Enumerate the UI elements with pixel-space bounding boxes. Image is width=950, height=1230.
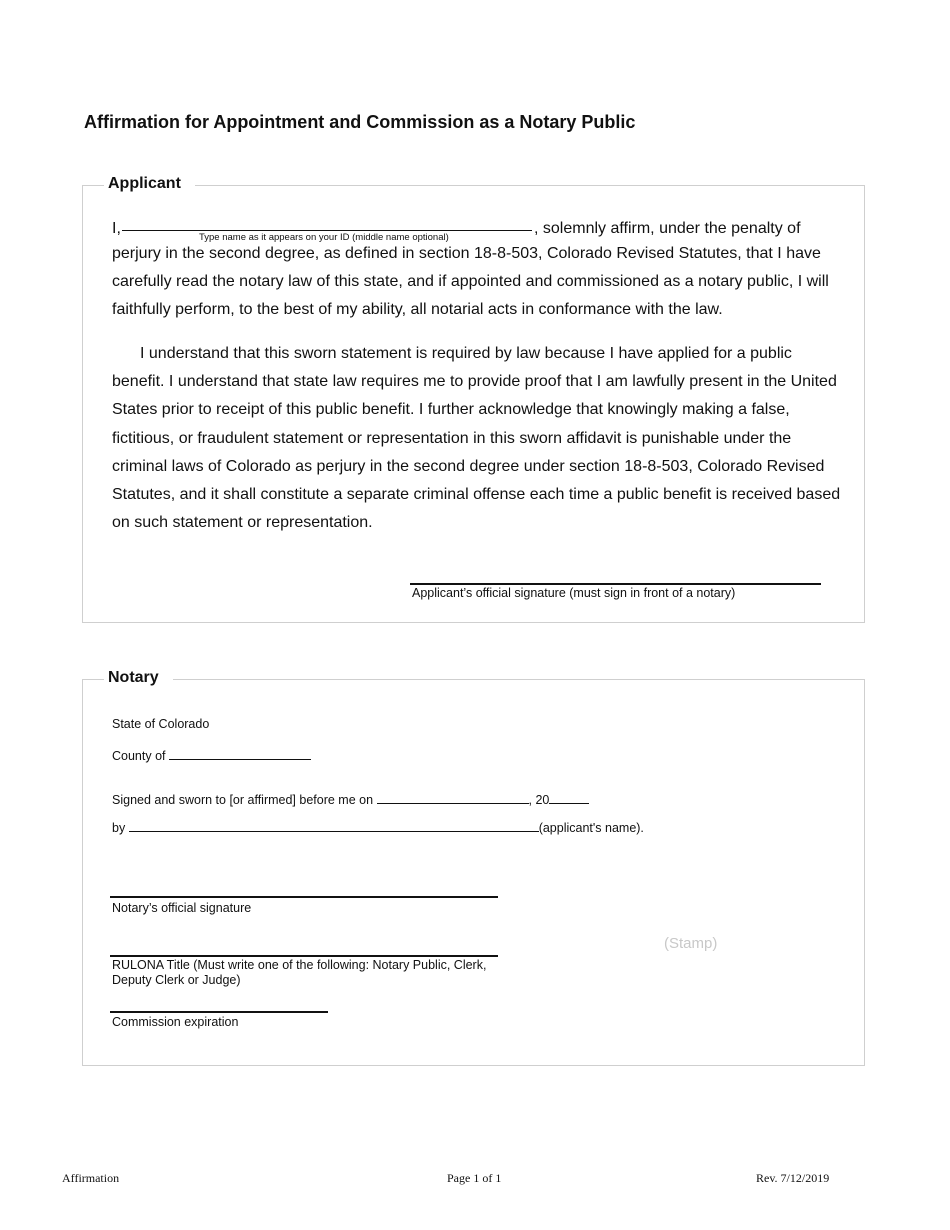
notary-signature-label: Notary’s official signature [112, 901, 252, 915]
notary-section [82, 679, 865, 1066]
rulona-title-field[interactable] [110, 955, 498, 957]
year-field[interactable] [549, 791, 589, 804]
stamp-placeholder: (Stamp) [664, 935, 718, 952]
affirmation-paragraph: perjury in the second degree, as defined in section 18-8-503, Colorado Revised Statutes, that I have carefully read the notary law of this state, and if appointed and commissioned as a notary public, I will faithfully perform, to the best of my ability, all notarial acts in conformance with the law. [112, 245, 829, 319]
state-label: State of Colorado [112, 717, 210, 731]
commission-expiration-field[interactable] [110, 1011, 328, 1013]
applicant-signature-label: Applicant’s official signature (must sign in front of a notary) [412, 586, 736, 600]
footer-revision: Rev. 7/12/2019 [756, 1171, 830, 1185]
footer-page-number: Page 1 of 1 [447, 1171, 502, 1185]
by-row [112, 819, 644, 835]
date-field[interactable] [377, 791, 529, 804]
applicant-signature-field[interactable] [410, 583, 821, 585]
rulona-title-label: RULONA Title (Must write one of the following: Notary Public, Clerk, Deputy Clerk or Judge) [112, 958, 487, 987]
footer-left: Affirmation [62, 1171, 120, 1185]
page-title: Affirmation for Appointment and Commission as a Notary Public [84, 112, 636, 132]
notary-signature-field[interactable] [110, 896, 498, 898]
year-prefix: , 20 [528, 793, 550, 807]
applicant-name-notary-field[interactable] [129, 819, 539, 832]
by-label: by [112, 821, 126, 835]
applicant-name-field[interactable] [122, 230, 532, 231]
applicant-name-suffix: (applicant's name). [538, 821, 644, 835]
notary-legend: Notary [104, 669, 173, 687]
affirmation-lead: I, [112, 220, 121, 237]
applicant-legend: Applicant [104, 175, 195, 193]
applicant-name-hint: Type name as it appears on your ID (middle name optional) [199, 232, 449, 243]
signed-row [112, 791, 589, 807]
affirmation-tail: , solemnly affirm, under the penalty of [534, 220, 801, 237]
county-label: County of [112, 749, 166, 763]
signed-label: Signed and sworn to [or affirmed] before me on [112, 793, 374, 807]
county-row [112, 747, 311, 763]
public-benefit-paragraph: I understand that this sworn statement is required by law because I have applied for a public benefit. I understand that state law requires me to provide proof that I am lawfully present in the United States prior to receipt of this public benefit. I further acknowledge that knowingly making a false, fictitious, or fraudulent statement or representation in this sworn affidavit is punishable under the criminal laws of Colorado as perjury in the second degree under section 18-8-503, Colorado Revised Statutes, and it shall constitute a separate criminal offense each time a public benefit is received based on such statement or representation. [112, 345, 841, 532]
county-field[interactable] [169, 747, 311, 760]
commission-expiration-label: Commission expiration [112, 1015, 239, 1029]
